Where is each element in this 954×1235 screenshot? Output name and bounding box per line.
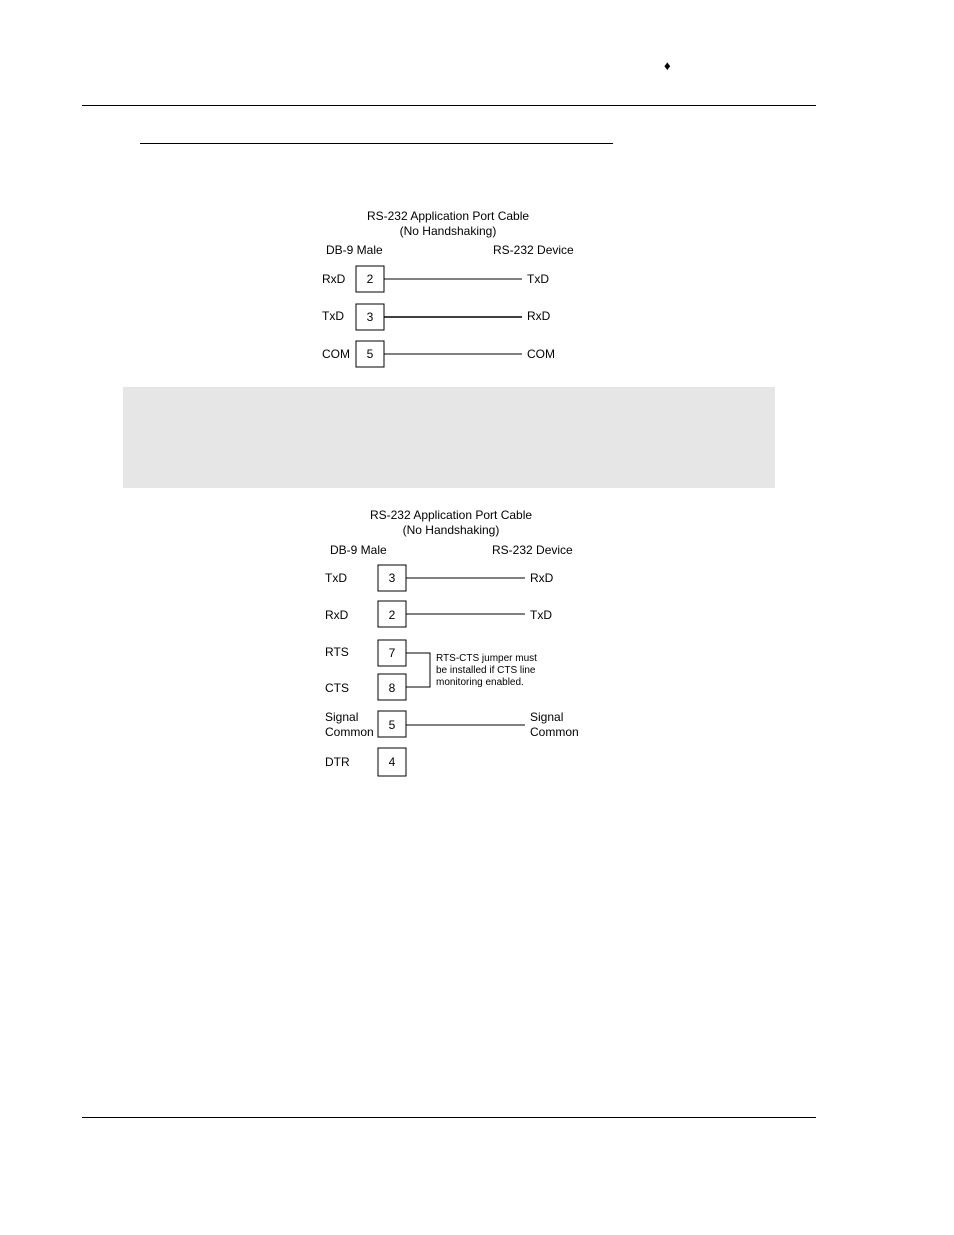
diagram2-left-signal: CTS [325, 681, 349, 695]
jumper-note-line: RTS-CTS jumper must [436, 653, 537, 664]
diagram1-pin-number: 2 [366, 272, 374, 286]
header-diamond-icon: ♦ [664, 58, 671, 73]
diagram2-left-heading: DB-9 Male [330, 543, 387, 557]
diagram2-right-signal: RxD [530, 571, 554, 585]
diagram2-left-signal: DTR [325, 755, 350, 769]
diagram1-pin-number: 3 [366, 310, 374, 324]
diagram1-pin-number: 5 [366, 347, 374, 361]
diagram2-right-signal: Signal [530, 710, 564, 724]
diagram2-left-signal: TxD [325, 571, 347, 585]
diagram2-pin-number: 7 [388, 646, 396, 660]
diagram2-title: RS-232 Application Port Cable [369, 508, 533, 522]
jumper-note-line: be installed if CTS line [436, 665, 536, 676]
diagram1-left-signal: RxD [322, 272, 346, 286]
diagram1-right-signal: TxD [527, 272, 549, 286]
diagram2-pin-number: 4 [388, 755, 396, 769]
diagram1-subtitle: (No Handshaking) [399, 224, 497, 238]
diagram2-right-signal: Common [530, 725, 579, 739]
diagram1-right-signal: RxD [527, 309, 551, 323]
cable-diagram-1 [322, 209, 574, 367]
diagram1-right-signal: COM [527, 347, 555, 361]
diagram2-left-signal: Common [325, 725, 374, 739]
diagram2-left-signal: RTS [325, 645, 349, 659]
cable-diagram-2 [325, 508, 579, 776]
diagram2-subtitle: (No Handshaking) [402, 523, 500, 537]
diagram1-left-signal: COM [322, 347, 350, 361]
diagram2-pin-number: 2 [388, 608, 396, 622]
diagram2-left-signal: RxD [325, 608, 349, 622]
diagram1-right-heading: RS-232 Device [493, 243, 574, 257]
jumper-note-line: monitoring enabled. [436, 677, 524, 688]
diagram2-pin-number: 3 [388, 571, 396, 585]
diagram2-pin-number: 8 [388, 681, 396, 695]
diagram2-left-signal: Signal [325, 710, 359, 724]
diagram1-left-heading: DB-9 Male [326, 243, 383, 257]
diagram2-right-signal: TxD [530, 608, 552, 622]
rts-cts-jumper [406, 653, 430, 687]
diagram2-right-heading: RS-232 Device [492, 543, 573, 557]
diagram2-pin-number: 5 [388, 718, 396, 732]
diagram1-title: RS-232 Application Port Cable [366, 209, 530, 223]
diagram1-left-signal: TxD [322, 309, 344, 323]
